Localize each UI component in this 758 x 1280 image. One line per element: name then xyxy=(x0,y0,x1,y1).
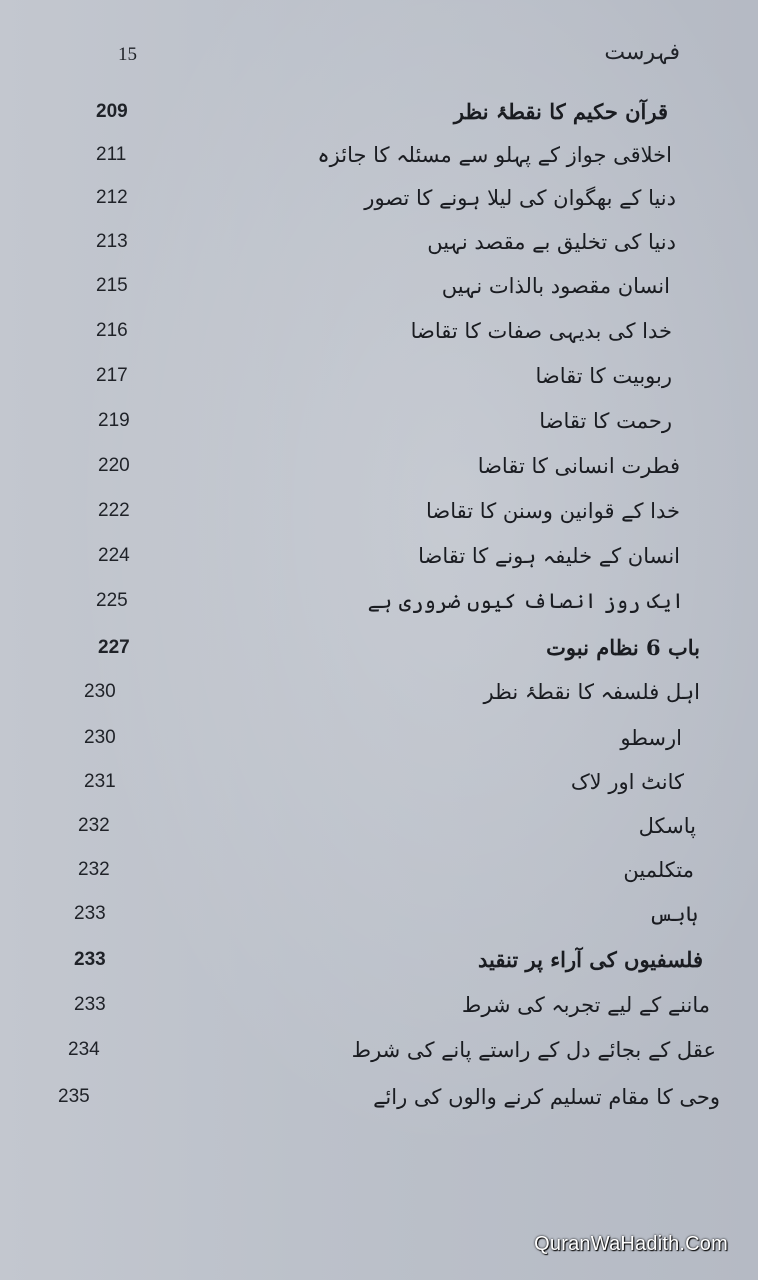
toc-row xyxy=(0,762,758,802)
toc-entry-title: عقل کے بجائے دل کے راستے پانے کی شرط xyxy=(351,1038,716,1062)
toc-row xyxy=(0,718,758,758)
toc-page-number: 233 xyxy=(74,994,106,1015)
toc-row xyxy=(0,985,758,1025)
toc-page-number: 233 xyxy=(74,949,106,970)
toc-page-number: 211 xyxy=(96,144,127,165)
toc-page-number: 227 xyxy=(98,637,130,658)
toc-page-number: 217 xyxy=(96,365,128,386)
toc-row xyxy=(0,356,758,396)
toc-row xyxy=(0,135,758,175)
toc-page-number: 212 xyxy=(96,187,128,208)
toc-entry-title: دنیا کے بھگوان کی لیلا ہونے کا تصور xyxy=(364,186,676,210)
toc-entry-title: خدا کی بدیہی صفات کا تقاضا xyxy=(410,319,672,343)
toc-entry-title: ماننے کے لیے تجربہ کی شرط xyxy=(461,993,710,1017)
toc-row xyxy=(0,1077,758,1117)
toc-page-number: 219 xyxy=(98,410,130,431)
toc-page-number: 235 xyxy=(58,1086,90,1107)
toc-row xyxy=(0,311,758,351)
toc-entry-title: انسان مقصود بالذات نہیں xyxy=(441,274,670,298)
toc-row xyxy=(0,446,758,486)
toc-row xyxy=(0,628,758,668)
toc-entry-title: خدا کے قوانین وسنن کا تقاضا xyxy=(426,499,680,523)
toc-page-number: 220 xyxy=(98,455,130,476)
toc-page-number: 230 xyxy=(84,681,116,702)
toc-row xyxy=(0,850,758,890)
toc-page-number: 216 xyxy=(96,320,128,341)
toc-entry-title: اخلاقی جواز کے پہلو سے مسئلہ کا جائزہ xyxy=(317,143,672,167)
toc-entry-title: وحی کا مقام تسلیم کرنے والوں کی رائے xyxy=(373,1085,720,1109)
toc-entry-title: کانٹ اور لاک xyxy=(570,770,684,794)
toc-entry-title: قرآن حکیم کا نقطۂ نظر xyxy=(453,99,668,124)
toc-entry-title: ہابس xyxy=(648,902,698,926)
toc-row xyxy=(0,672,758,712)
toc-entry-title: اہل فلسفہ کا نقطۂ نظر xyxy=(483,680,700,704)
toc-entry-title: متکلمین xyxy=(623,858,694,882)
toc-entry-title: باب 6 نظام نبوت xyxy=(546,635,700,660)
toc-row xyxy=(0,940,758,980)
toc-page-number: 225 xyxy=(96,590,128,611)
toc-row xyxy=(0,178,758,218)
toc-page-number: 222 xyxy=(98,500,130,521)
toc-row xyxy=(0,491,758,531)
toc-entry-title: رحمت کا تقاضا xyxy=(539,409,672,433)
toc-entry-title: ایک روز انصاف کیوں ضروری ہے xyxy=(367,589,684,613)
toc-row xyxy=(0,401,758,441)
toc-page-number: 224 xyxy=(98,545,130,566)
toc-page-number: 215 xyxy=(96,275,128,296)
toc-row xyxy=(0,1030,758,1070)
page-number: 15 xyxy=(118,44,137,65)
toc-page-number: 230 xyxy=(84,727,116,748)
toc-row xyxy=(0,266,758,306)
toc-row xyxy=(0,806,758,846)
toc-page-number: 209 xyxy=(96,101,128,122)
toc-row xyxy=(0,222,758,262)
toc-entry-title: دنیا کی تخلیق بے مقصد نہیں xyxy=(427,230,676,254)
toc-row xyxy=(0,536,758,576)
toc-page-number: 213 xyxy=(96,231,128,252)
toc-page-number: 232 xyxy=(78,815,110,836)
toc-page-number: 232 xyxy=(78,859,110,880)
toc-entry-title: انسان کے خلیفہ ہونے کا تقاضا xyxy=(418,544,680,568)
toc-entry-title: پاسکل xyxy=(638,814,696,838)
toc-page-number: 234 xyxy=(68,1039,100,1060)
watermark: QuranWaHadith.Com xyxy=(534,1233,728,1255)
toc-entry-title: ارسطو xyxy=(620,726,682,750)
toc-row xyxy=(0,894,758,934)
toc-entry-title: ربوبیت کا تقاضا xyxy=(535,364,672,388)
toc-row xyxy=(0,581,758,621)
page-title: فہرست xyxy=(604,40,680,65)
toc-entry-title: فلسفیوں کی آراء پر تنقید xyxy=(478,947,703,972)
toc-page-number: 233 xyxy=(74,903,106,924)
toc-row xyxy=(0,92,758,132)
toc-page-number: 231 xyxy=(84,771,116,792)
toc-entry-title: فطرت انسانی کا تقاضا xyxy=(477,454,680,478)
